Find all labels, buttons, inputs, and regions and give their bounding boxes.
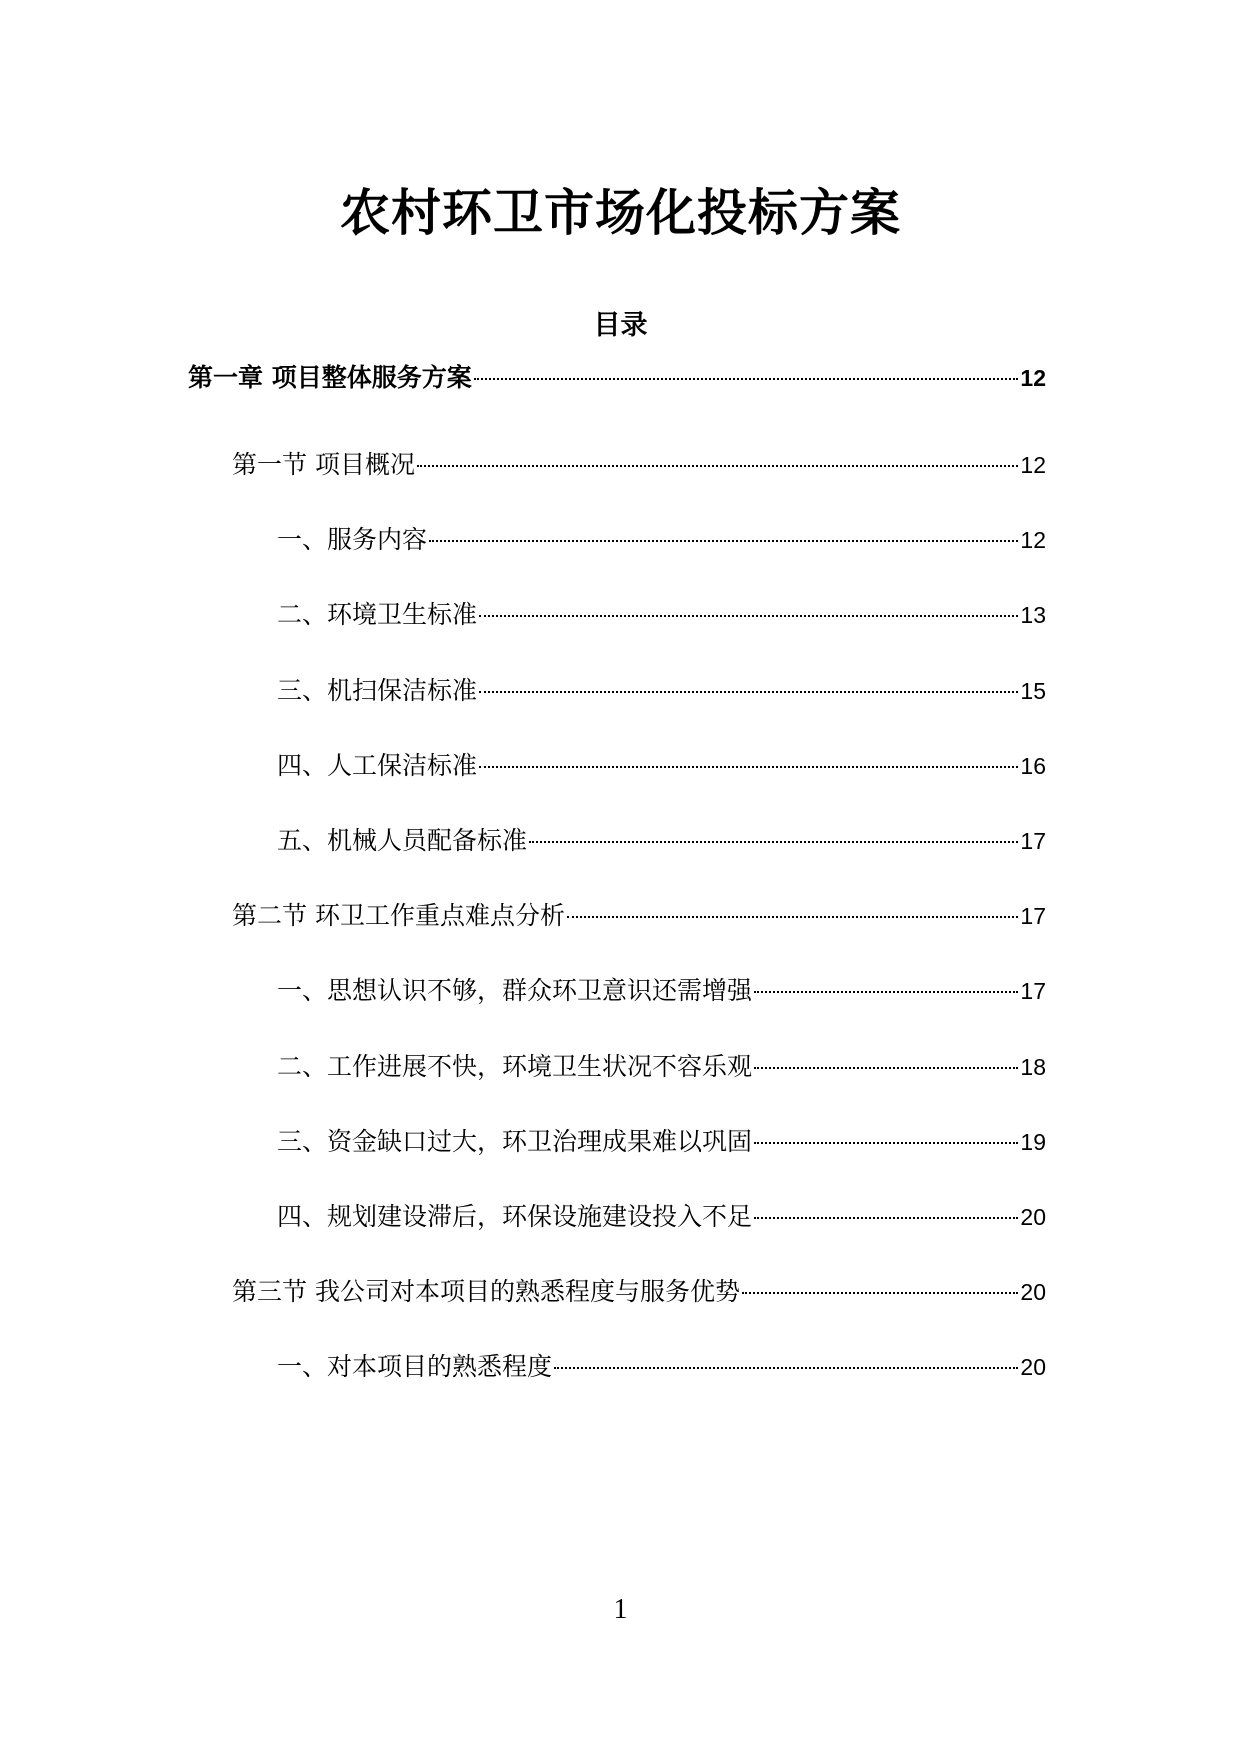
toc-entry[interactable] <box>277 1195 1046 1239</box>
toc-entry-title: 第三节 我公司对本项目的熟悉程度与服务优势 <box>232 1277 740 1307</box>
toc-entry[interactable] <box>277 1345 1046 1389</box>
toc-dot-leader <box>479 615 1018 617</box>
toc-heading: 目录 <box>593 310 648 341</box>
toc-entry[interactable] <box>277 1045 1046 1089</box>
toc-entry-title: 一、服务内容 <box>277 525 428 555</box>
toc-dot-leader <box>474 378 1019 380</box>
toc-entry-title: 四、人工保洁标准 <box>277 750 478 780</box>
toc-entry-page: 18 <box>1020 1053 1046 1080</box>
toc-entry-page: 12 <box>1020 527 1046 554</box>
toc-entry[interactable] <box>277 593 1046 637</box>
toc-entry-page: 20 <box>1020 1354 1046 1381</box>
toc-dot-leader <box>554 1367 1018 1369</box>
toc-entry-title: 二、环境卫生标准 <box>277 600 478 630</box>
toc-entry[interactable] <box>188 356 1046 400</box>
toc-entry[interactable] <box>277 969 1046 1013</box>
toc-dot-leader <box>754 1217 1018 1219</box>
toc-entry-title: 一、对本项目的熟悉程度 <box>277 1352 553 1382</box>
toc-entry[interactable] <box>277 744 1046 788</box>
toc-entry-page: 12 <box>1020 452 1046 478</box>
toc-entry[interactable] <box>232 1270 1046 1314</box>
toc-entry-title: 一、思想认识不够，群众环卫意识还需增强 <box>277 976 753 1006</box>
toc-entry-page: 13 <box>1020 602 1046 629</box>
toc-dot-leader <box>754 991 1018 993</box>
toc-entry-title: 五、机械人员配备标准 <box>277 826 528 855</box>
toc-entry-page: 15 <box>1020 677 1046 704</box>
toc-entry-page: 20 <box>1020 1279 1046 1306</box>
toc-entry[interactable] <box>277 1120 1046 1164</box>
toc-entry[interactable] <box>277 669 1046 713</box>
toc-dot-leader <box>754 1142 1018 1144</box>
toc-entry-page: 17 <box>1020 978 1046 1005</box>
document-title: 农村环卫市场化投标方案 <box>340 184 901 242</box>
toc-entry-title: 第一章 项目整体服务方案 <box>188 363 472 392</box>
toc-dot-leader <box>529 841 1018 843</box>
toc-entry-page: 17 <box>1020 903 1046 930</box>
toc-entry-page: 16 <box>1020 752 1046 779</box>
toc-entry[interactable] <box>232 443 1046 487</box>
toc-dot-leader <box>479 766 1018 768</box>
toc-entry-title: 二、工作进展不快，环境卫生状况不容乐观 <box>277 1051 753 1081</box>
toc-entry-page: 17 <box>1020 828 1046 854</box>
toc-dot-leader <box>429 540 1018 542</box>
toc-entry[interactable] <box>277 819 1046 863</box>
toc-entry-page: 19 <box>1020 1128 1046 1155</box>
toc-dot-leader <box>742 1292 1018 1294</box>
toc-entry[interactable] <box>232 894 1046 938</box>
toc-entry-title: 第一节 项目概况 <box>232 450 415 479</box>
toc-entry-title: 第二节 环卫工作重点难点分析 <box>232 901 565 931</box>
toc-dot-leader <box>754 1067 1018 1069</box>
toc-dot-leader <box>479 691 1018 693</box>
toc-entry-page: 12 <box>1020 365 1046 391</box>
toc-entry-title: 四、规划建设滞后，环保设施建设投入不足 <box>277 1202 753 1231</box>
toc-entry-title: 三、资金缺口过大，环卫治理成果难以巩固 <box>277 1126 753 1156</box>
toc-entry-title: 三、机扫保洁标准 <box>277 675 478 705</box>
page-number: 1 <box>613 1594 628 1625</box>
toc-entry-page: 20 <box>1020 1204 1046 1230</box>
toc-dot-leader <box>567 916 1018 918</box>
toc-dot-leader <box>417 465 1018 467</box>
toc-entry[interactable] <box>277 518 1046 562</box>
